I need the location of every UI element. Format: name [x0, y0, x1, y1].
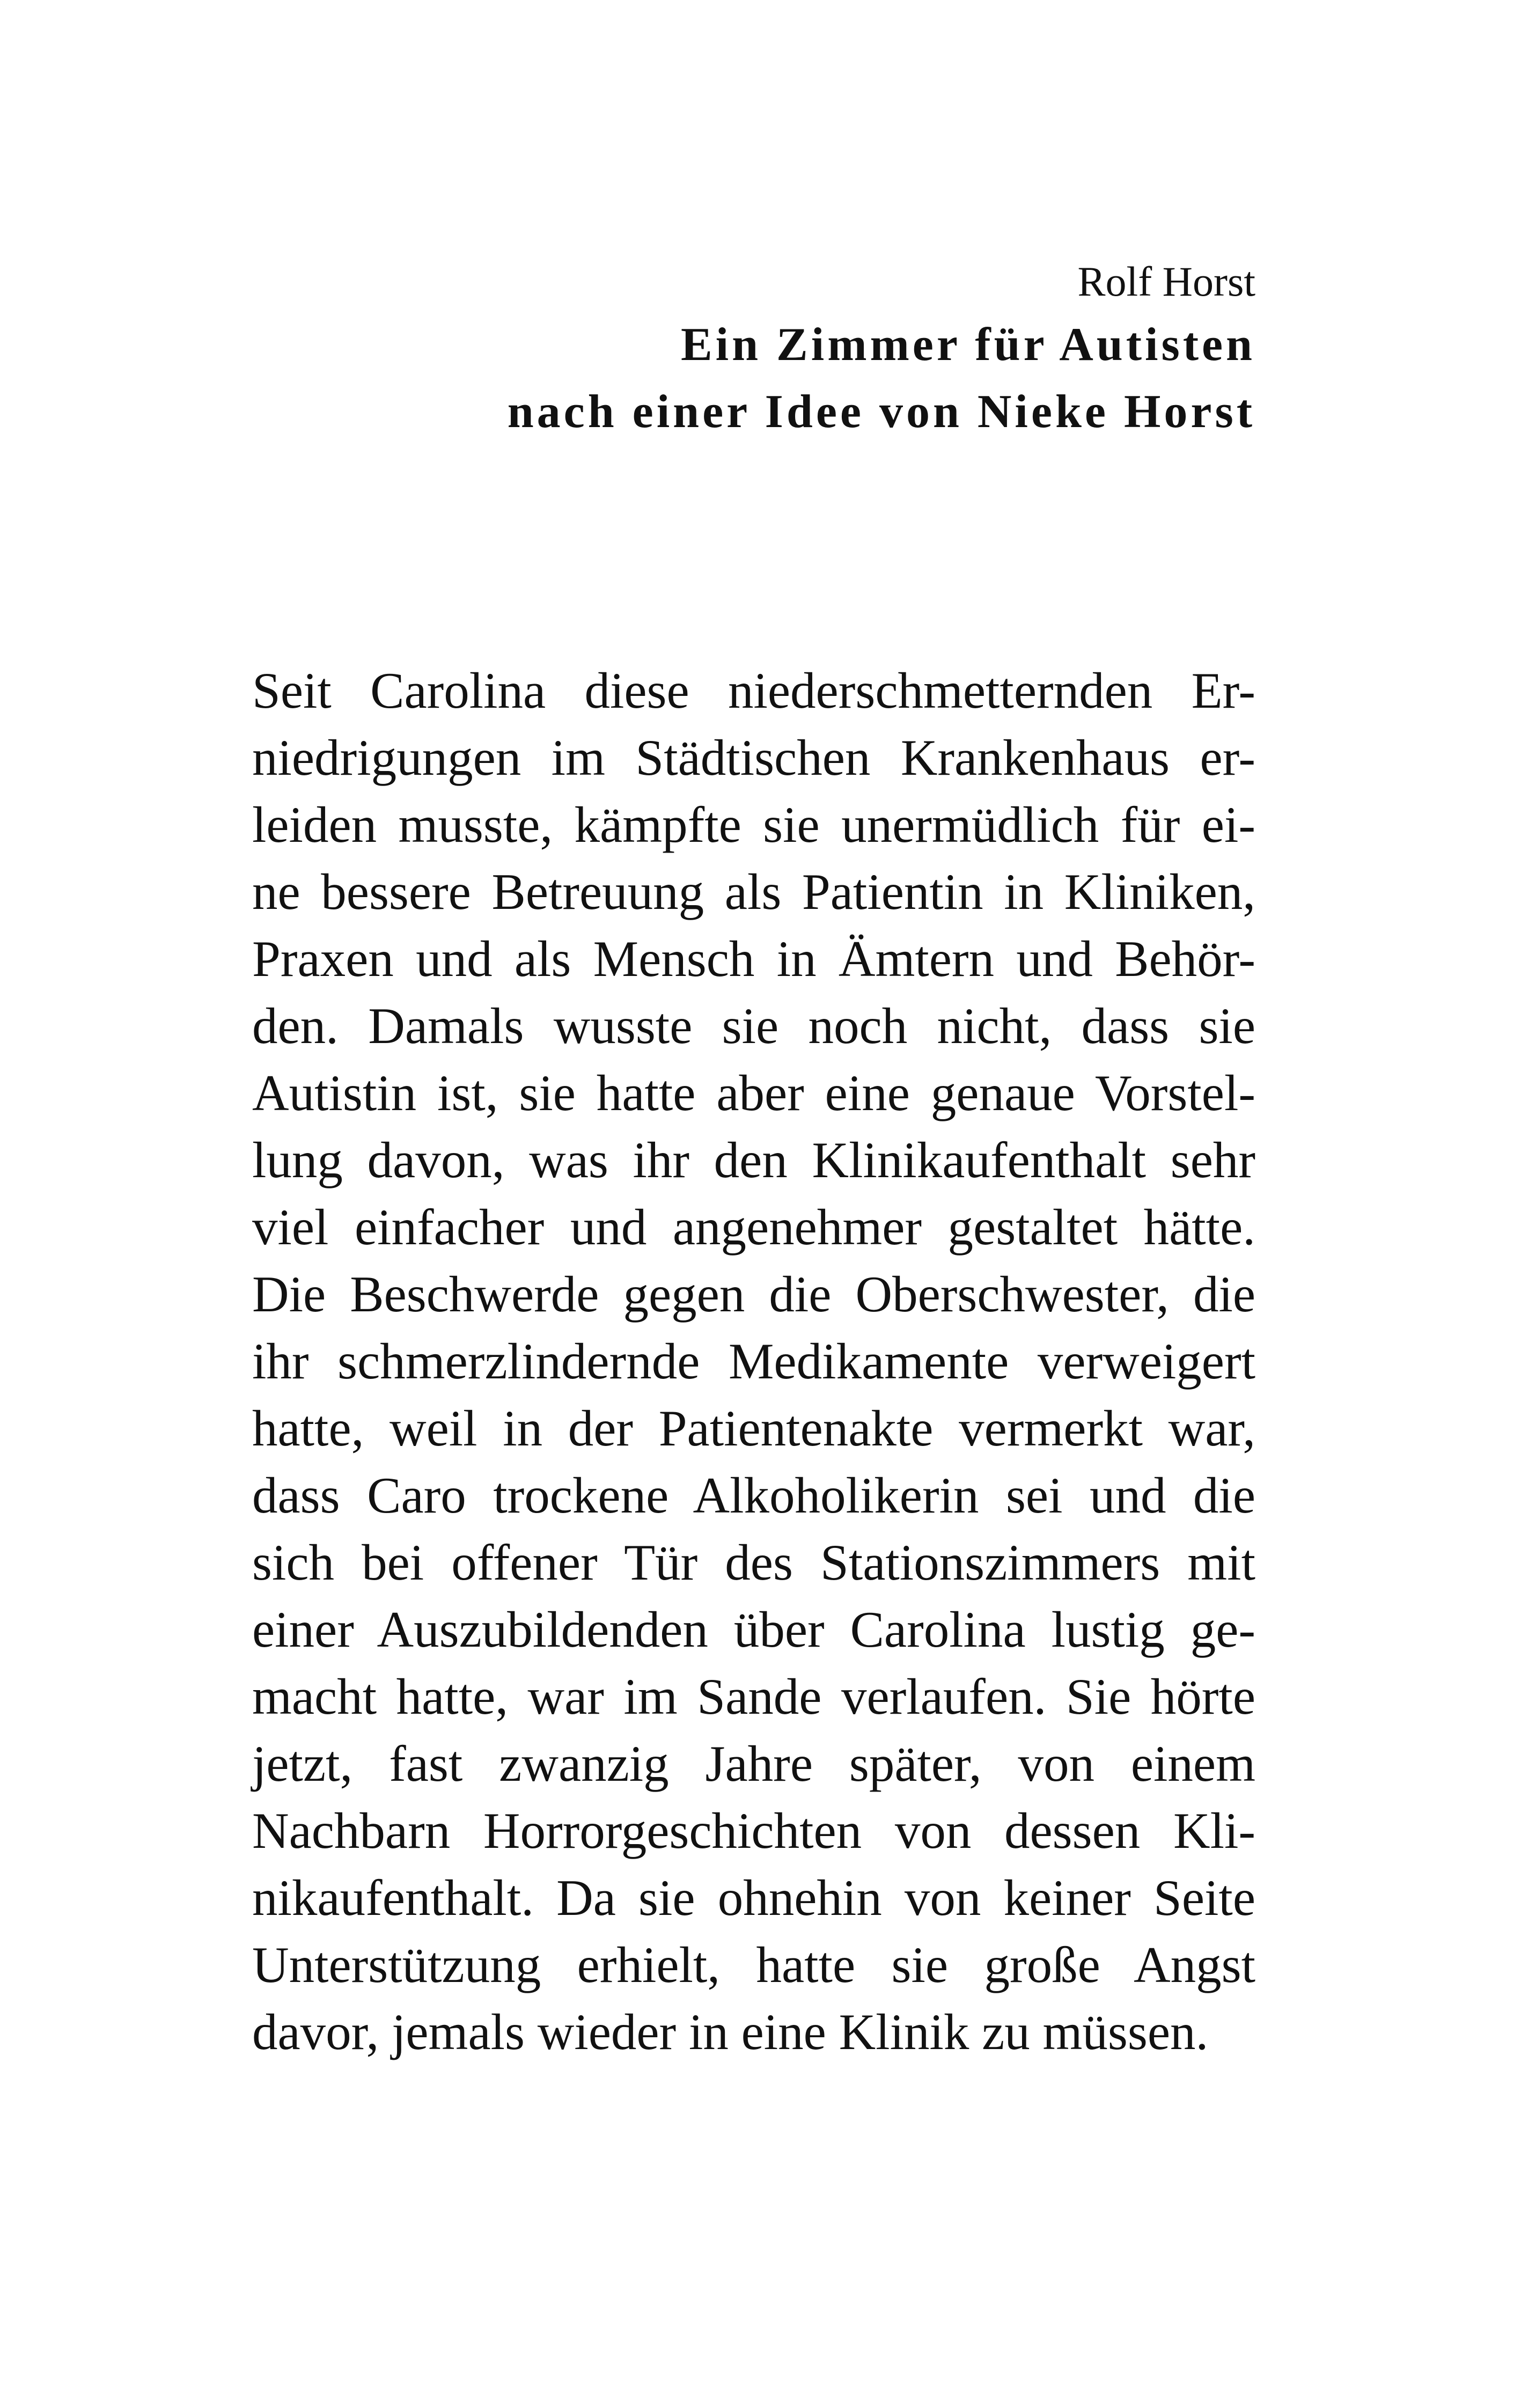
text-line: jetzt, fast zwanzig Jahre später, von einem	[252, 1735, 1255, 1792]
text-line: macht hatte, war im Sande verlaufen. Sie hörte	[252, 1668, 1255, 1725]
author-name: Rolf Horst	[1077, 258, 1255, 305]
text-line: viel einfacher und angenehmer gestaltet hätte.	[252, 1199, 1255, 1256]
text-line: davor, jemals wieder in eine Klinik zu müssen.	[252, 2003, 1209, 2060]
text-line: sich bei offener Tür des Stationszimmers mit	[252, 1534, 1255, 1591]
text-line: einer Auszubildenden über Carolina lustig ge-	[252, 1601, 1255, 1658]
chapter-header	[252, 252, 1255, 445]
text-line: Die Beschwerde gegen die Oberschwester, die	[252, 1266, 1255, 1323]
chapter-title-line-2: nach einer Idee von Nieke Horst	[507, 386, 1255, 438]
text-line: leiden musste, kämpfte sie unermüdlich für ei-	[252, 796, 1255, 853]
text-line: Autistin ist, sie hatte aber eine genaue Vorstel-	[252, 1064, 1255, 1121]
text-line: den. Damals wusste sie noch nicht, dass sie	[252, 997, 1255, 1054]
text-line: Seit Carolina diese niederschmetternden Er-	[252, 662, 1255, 719]
text-line: dass Caro trockene Alkoholikerin sei und die	[252, 1467, 1255, 1524]
text-line: niedrigungen im Städtischen Krankenhaus er-	[252, 729, 1255, 786]
chapter-title-line-1: Ein Zimmer für Autisten	[680, 319, 1255, 371]
text-line: Praxen und als Mensch in Ämtern und Behör-	[252, 930, 1255, 987]
text-line: nikaufenthalt. Da sie ohnehin von keiner Seite	[252, 1869, 1255, 1926]
text-line: Unterstützung erhielt, hatte sie große Angst	[252, 1936, 1255, 1993]
text-line: lung davon, was ihr den Klinikaufenthalt sehr	[252, 1132, 1255, 1188]
text-line: ihr schmerzlindernde Medikamente verweigert	[252, 1333, 1255, 1390]
body-paragraph	[252, 657, 1255, 2066]
text-line: hatte, weil in der Patientenakte vermerkt war,	[252, 1400, 1255, 1457]
text-line: Nachbarn Horrorgeschichten von dessen Kli-	[252, 1802, 1255, 1859]
text-line: ne bessere Betreuung als Patientin in Kliniken,	[252, 863, 1255, 920]
